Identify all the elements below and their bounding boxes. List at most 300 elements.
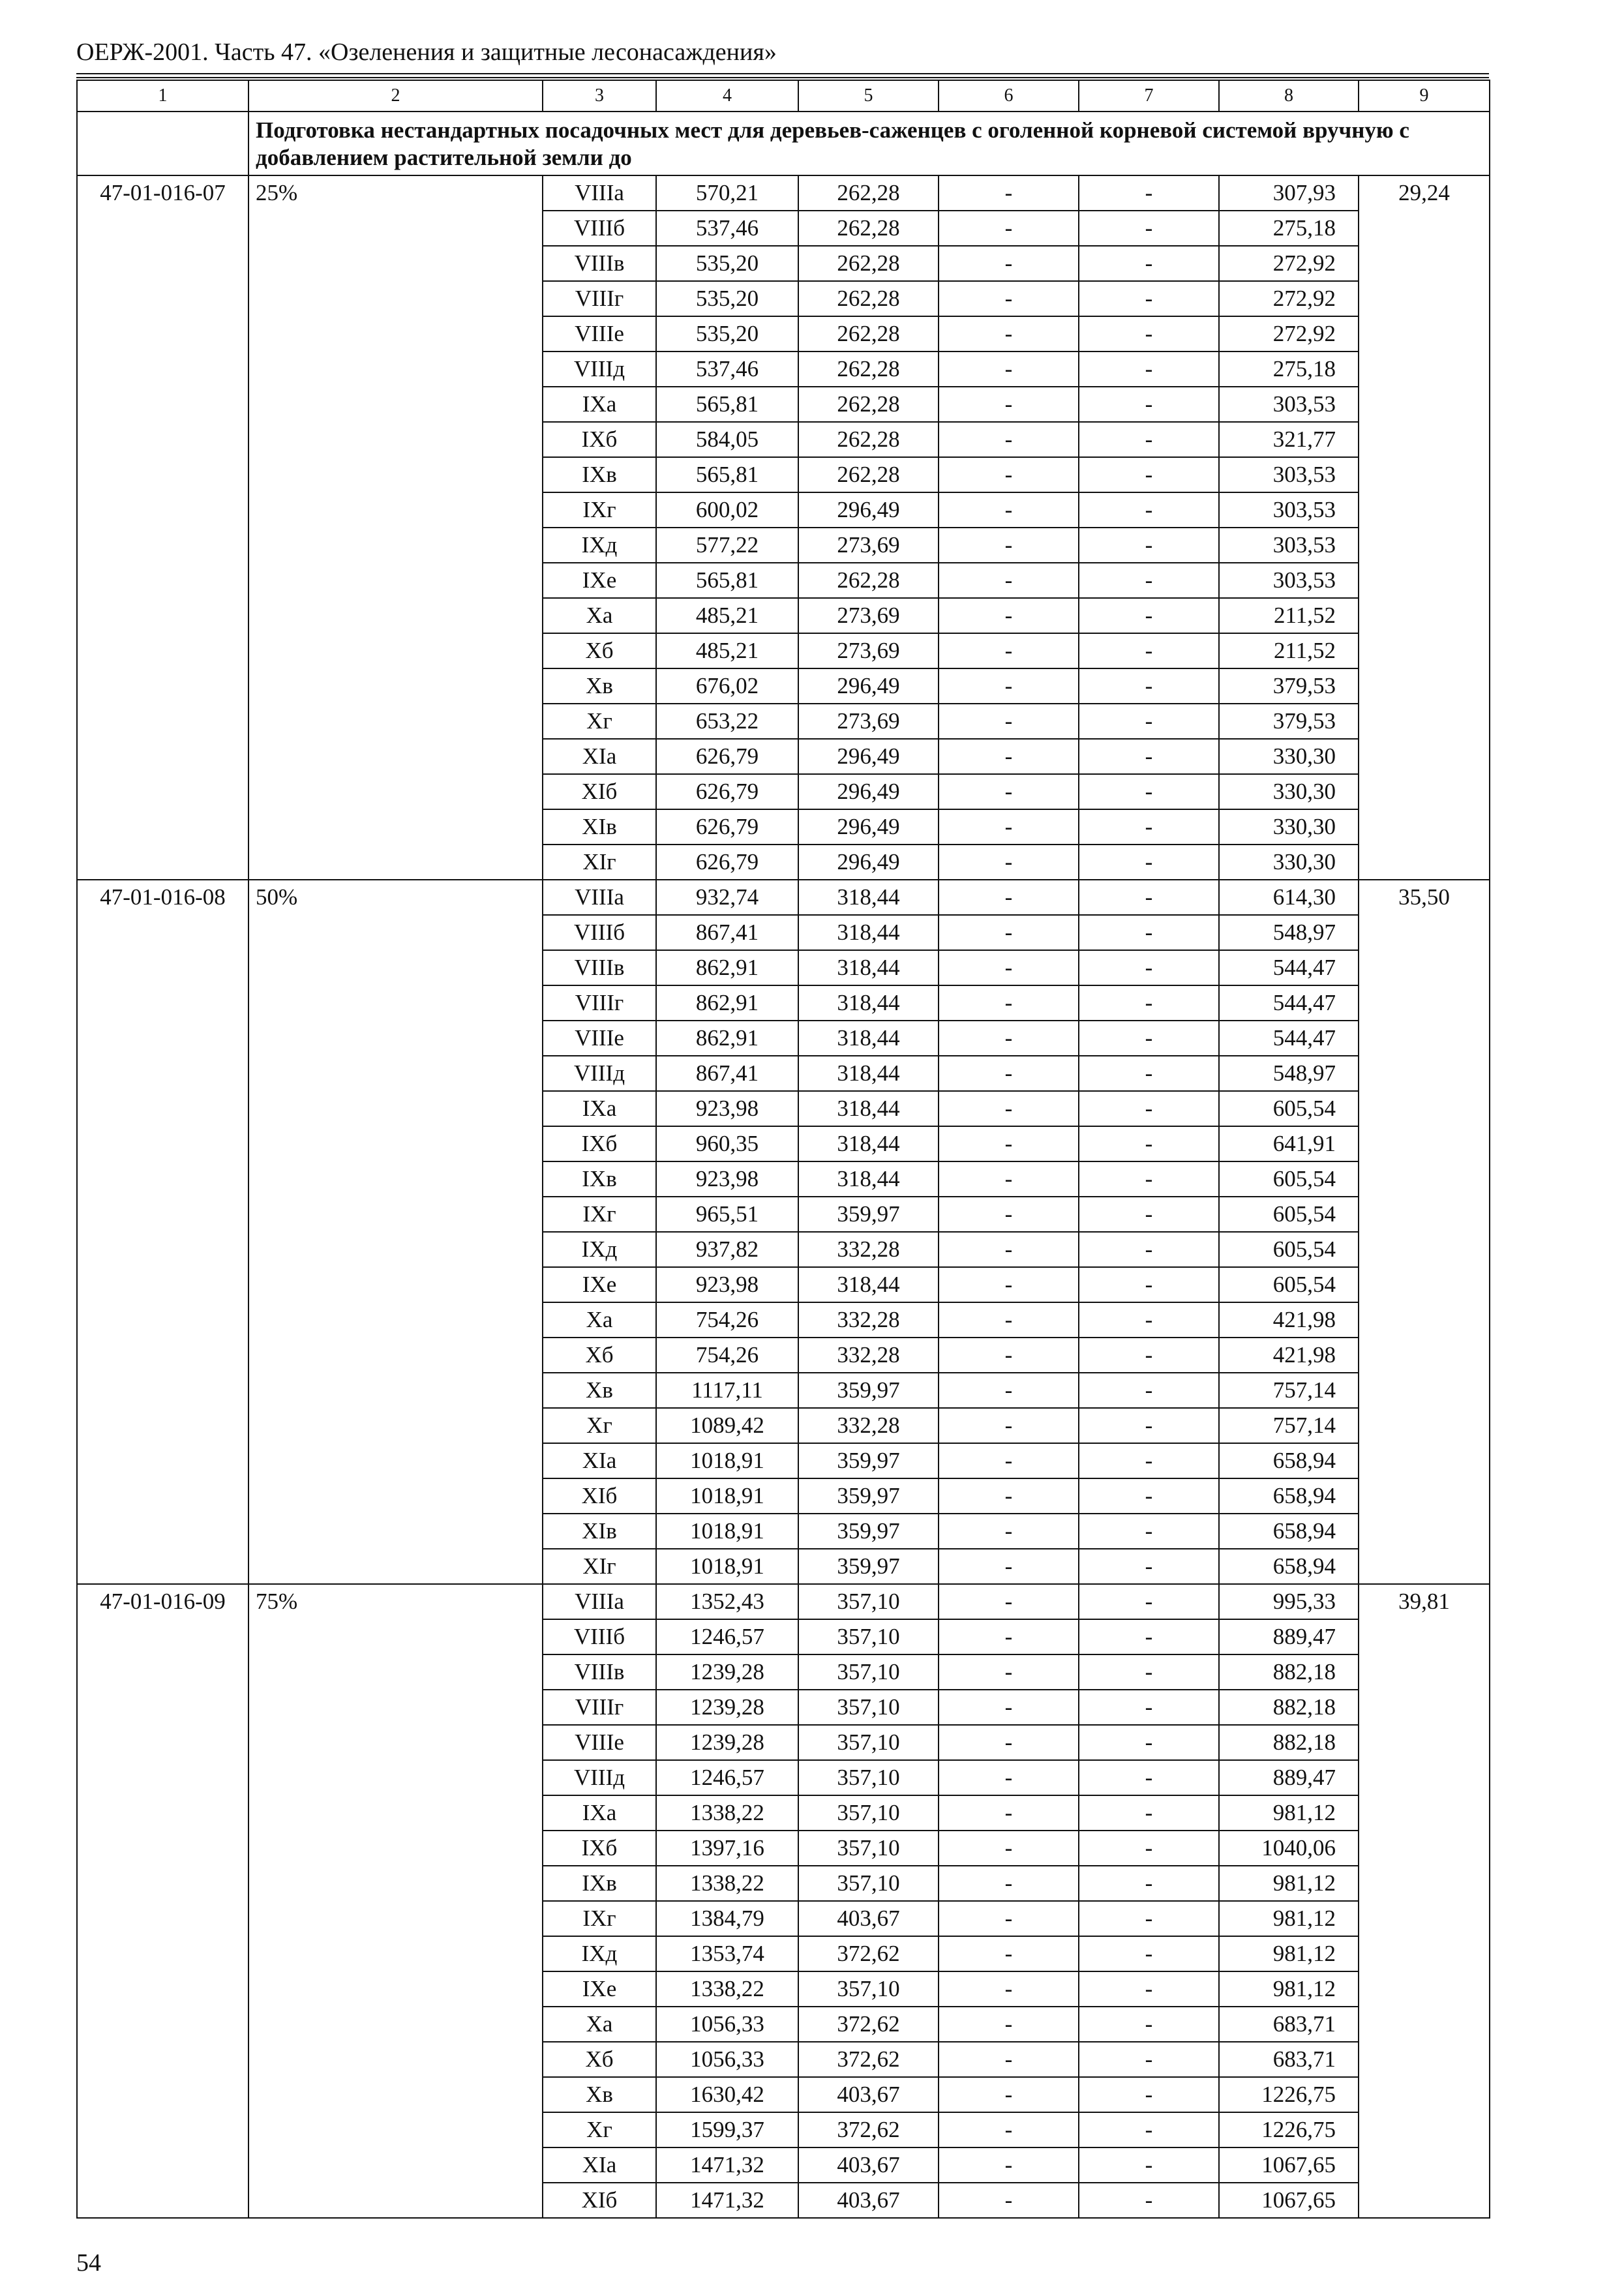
labor-cost: 262,28: [798, 563, 939, 598]
machine-cost: -: [939, 1443, 1079, 1478]
machine-cost: -: [939, 598, 1079, 633]
soil-category: IXб: [543, 1831, 656, 1866]
total-cost: 1018,91: [656, 1549, 798, 1584]
total-cost: 565,81: [656, 387, 798, 422]
soil-category: VIIIб: [543, 1619, 656, 1654]
total-cost: 537,46: [656, 211, 798, 246]
machine-cost: -: [939, 774, 1079, 809]
materials-cost: 544,47: [1219, 1021, 1359, 1056]
operator-wage: -: [1079, 1901, 1219, 1936]
materials-cost: 757,14: [1219, 1373, 1359, 1408]
labor-cost: 357,10: [798, 1690, 939, 1725]
soil-category: VIIIг: [543, 985, 656, 1021]
labor-cost: 403,67: [798, 2077, 939, 2112]
machine-cost: -: [939, 1338, 1079, 1373]
section-row: [77, 112, 1490, 175]
labor-cost: 372,62: [798, 2042, 939, 2077]
soil-category: VIIIа: [543, 1584, 656, 1619]
labor-cost: 357,10: [798, 1619, 939, 1654]
total-cost: 626,79: [656, 739, 798, 774]
labor-cost: 332,28: [798, 1408, 939, 1443]
machine-cost: -: [939, 281, 1079, 316]
machine-cost: -: [939, 563, 1079, 598]
machine-cost: -: [939, 633, 1079, 668]
soil-category: Xв: [543, 668, 656, 704]
labor-cost: 262,28: [798, 211, 939, 246]
soil-category: VIIIг: [543, 281, 656, 316]
total-cost: 862,91: [656, 1021, 798, 1056]
labor-cost: 372,62: [798, 2112, 939, 2147]
labor-cost: 403,67: [798, 2147, 939, 2183]
operator-wage: -: [1079, 1161, 1219, 1197]
total-cost: 1352,43: [656, 1584, 798, 1619]
machine-cost: -: [939, 915, 1079, 950]
operator-wage: -: [1079, 1373, 1219, 1408]
header-rule: [76, 73, 1489, 74]
total-cost: 932,74: [656, 880, 798, 915]
total-cost: 565,81: [656, 563, 798, 598]
operator-wage: -: [1079, 1971, 1219, 2007]
column-number: 8: [1219, 80, 1359, 112]
materials-cost: 321,77: [1219, 422, 1359, 457]
machine-cost: -: [939, 1549, 1079, 1584]
column-number: 7: [1079, 80, 1219, 112]
labor-cost: 262,28: [798, 457, 939, 492]
labor-cost: 262,28: [798, 175, 939, 211]
machine-cost: -: [939, 2007, 1079, 2042]
operator-wage: -: [1079, 598, 1219, 633]
operator-wage: -: [1079, 1126, 1219, 1161]
column-number: 1: [77, 80, 248, 112]
machine-cost: -: [939, 1901, 1079, 1936]
machine-cost: -: [939, 316, 1079, 352]
labor-cost: 296,49: [798, 774, 939, 809]
machine-cost: -: [939, 1232, 1079, 1267]
soil-category: IXе: [543, 1971, 656, 2007]
total-cost: 1239,28: [656, 1690, 798, 1725]
operator-wage: -: [1079, 1267, 1219, 1302]
operator-wage: -: [1079, 774, 1219, 809]
machine-cost: -: [939, 985, 1079, 1021]
soil-category: XIа: [543, 2147, 656, 2183]
total-cost: 965,51: [656, 1197, 798, 1232]
machine-cost: -: [939, 1690, 1079, 1725]
operator-wage: -: [1079, 387, 1219, 422]
machine-cost: -: [939, 1091, 1079, 1126]
soil-category: VIIIд: [543, 352, 656, 387]
rate-code: 47-01-016-08: [77, 880, 248, 1584]
total-cost: 485,21: [656, 598, 798, 633]
labor-cost: 403,67: [798, 1901, 939, 1936]
total-cost: 626,79: [656, 809, 798, 845]
materials-cost: 683,71: [1219, 2007, 1359, 2042]
soil-category: Xг: [543, 2112, 656, 2147]
machine-cost: -: [939, 1795, 1079, 1831]
soil-category: XIв: [543, 1514, 656, 1549]
machine-cost: -: [939, 422, 1079, 457]
operator-wage: -: [1079, 1549, 1219, 1584]
operator-wage: -: [1079, 704, 1219, 739]
labor-cost: 318,44: [798, 880, 939, 915]
operator-wage: -: [1079, 2077, 1219, 2112]
operator-wage: -: [1079, 2112, 1219, 2147]
soil-category: IXб: [543, 422, 656, 457]
machine-cost: -: [939, 1267, 1079, 1302]
labor-cost: 359,97: [798, 1443, 939, 1478]
total-cost: 1246,57: [656, 1760, 798, 1795]
labor-cost: 357,10: [798, 1725, 939, 1760]
operator-wage: -: [1079, 316, 1219, 352]
labor-cost: 318,44: [798, 985, 939, 1021]
machine-cost: -: [939, 1936, 1079, 1971]
operator-wage: -: [1079, 1021, 1219, 1056]
materials-cost: 211,52: [1219, 633, 1359, 668]
total-cost: 653,22: [656, 704, 798, 739]
soil-category: Xв: [543, 2077, 656, 2112]
total-cost: 1338,22: [656, 1971, 798, 2007]
table-row: [77, 1584, 1490, 1619]
soil-category: IXв: [543, 1161, 656, 1197]
page-header: [76, 38, 1489, 78]
operator-wage: -: [1079, 2007, 1219, 2042]
labor-cost: 357,10: [798, 1866, 939, 1901]
soil-category: XIб: [543, 2183, 656, 2218]
document-title: ОЕРЖ-2001. Часть 47. «Озеленения и защитные лесонасаждения»: [76, 38, 777, 66]
operator-wage: -: [1079, 880, 1219, 915]
total-cost: 1338,22: [656, 1795, 798, 1831]
soil-category: XIб: [543, 774, 656, 809]
soil-category: IXа: [543, 1795, 656, 1831]
total-cost: 923,98: [656, 1161, 798, 1197]
soil-category: Xг: [543, 1408, 656, 1443]
labor-cost: 318,44: [798, 1091, 939, 1126]
materials-cost: 307,93: [1219, 175, 1359, 211]
operator-wage: -: [1079, 528, 1219, 563]
labor-cost: 318,44: [798, 915, 939, 950]
materials-cost: 683,71: [1219, 2042, 1359, 2077]
operator-wage: -: [1079, 492, 1219, 528]
operator-wage: -: [1079, 2183, 1219, 2218]
materials-cost: 995,33: [1219, 1584, 1359, 1619]
labor-cost: 318,44: [798, 1126, 939, 1161]
total-cost: 676,02: [656, 668, 798, 704]
materials-cost: 548,97: [1219, 1056, 1359, 1091]
operator-wage: -: [1079, 2042, 1219, 2077]
labor-cost: 296,49: [798, 809, 939, 845]
total-cost: 1018,91: [656, 1514, 798, 1549]
total-cost: 754,26: [656, 1338, 798, 1373]
total-cost: 862,91: [656, 950, 798, 985]
soil-category: IXг: [543, 1197, 656, 1232]
operator-wage: -: [1079, 809, 1219, 845]
soil-category: IXб: [543, 1126, 656, 1161]
machine-cost: -: [939, 1514, 1079, 1549]
materials-cost: 981,12: [1219, 1971, 1359, 2007]
materials-cost: 272,92: [1219, 281, 1359, 316]
soil-category: XIг: [543, 1549, 656, 1584]
operator-wage: -: [1079, 457, 1219, 492]
materials-cost: 605,54: [1219, 1161, 1359, 1197]
total-cost: 1018,91: [656, 1478, 798, 1514]
labor-cost: 262,28: [798, 281, 939, 316]
soil-category: XIв: [543, 809, 656, 845]
materials-cost: 379,53: [1219, 668, 1359, 704]
section-blank-cell: [77, 112, 248, 175]
operator-wage: -: [1079, 1232, 1219, 1267]
labor-cost: 372,62: [798, 2007, 939, 2042]
machine-cost: -: [939, 739, 1079, 774]
total-cost: 937,82: [656, 1232, 798, 1267]
materials-cost: 882,18: [1219, 1654, 1359, 1690]
total-cost: 923,98: [656, 1267, 798, 1302]
rate-code: 47-01-016-07: [77, 175, 248, 880]
soil-category: Xб: [543, 2042, 656, 2077]
materials-cost: 1226,75: [1219, 2077, 1359, 2112]
machine-cost: -: [939, 457, 1079, 492]
total-cost: 1239,28: [656, 1654, 798, 1690]
total-cost: 485,21: [656, 633, 798, 668]
soil-category: Xа: [543, 598, 656, 633]
labor-cost: 318,44: [798, 950, 939, 985]
rate-percent: 25%: [248, 175, 543, 880]
rates-table: [76, 80, 1490, 2219]
section-title: Подготовка нестандартных посадочных мест для деревьев-саженцев с оголенной корневой системой вручную с добавлением растительной земли до: [248, 112, 1490, 175]
materials-cost: 882,18: [1219, 1725, 1359, 1760]
materials-cost: 1067,65: [1219, 2147, 1359, 2183]
machine-cost: -: [939, 1478, 1079, 1514]
soil-category: VIIIв: [543, 1654, 656, 1690]
machine-cost: -: [939, 1654, 1079, 1690]
materials-cost: 272,92: [1219, 316, 1359, 352]
column-number: 2: [248, 80, 543, 112]
machine-cost: -: [939, 1760, 1079, 1795]
machine-cost: -: [939, 1126, 1079, 1161]
labor-cost: 359,97: [798, 1549, 939, 1584]
soil-category: VIIIа: [543, 880, 656, 915]
operator-wage: -: [1079, 915, 1219, 950]
materials-cost: 303,53: [1219, 528, 1359, 563]
total-cost: 535,20: [656, 246, 798, 281]
soil-category: VIIIб: [543, 211, 656, 246]
materials-cost: 544,47: [1219, 950, 1359, 985]
total-cost: 1089,42: [656, 1408, 798, 1443]
column-number: 5: [798, 80, 939, 112]
materials-cost: 605,54: [1219, 1091, 1359, 1126]
soil-category: VIIIг: [543, 1690, 656, 1725]
labor-cost: 359,97: [798, 1514, 939, 1549]
materials-cost: 605,54: [1219, 1267, 1359, 1302]
rate-code: 47-01-016-09: [77, 1584, 248, 2218]
materials-cost: 882,18: [1219, 1690, 1359, 1725]
soil-category: Xг: [543, 704, 656, 739]
operator-wage: -: [1079, 281, 1219, 316]
labor-cost: 273,69: [798, 528, 939, 563]
machine-cost: -: [939, 2042, 1079, 2077]
machine-cost: -: [939, 2077, 1079, 2112]
materials-cost: 330,30: [1219, 774, 1359, 809]
total-cost: 867,41: [656, 1056, 798, 1091]
soil-category: IXа: [543, 1091, 656, 1126]
materials-cost: 658,94: [1219, 1549, 1359, 1584]
labor-cost: 262,28: [798, 316, 939, 352]
machine-cost: -: [939, 352, 1079, 387]
labor-cost: 262,28: [798, 422, 939, 457]
materials-cost: 889,47: [1219, 1619, 1359, 1654]
column-number: 3: [543, 80, 656, 112]
total-cost: 1471,32: [656, 2183, 798, 2218]
labor-cost: 359,97: [798, 1373, 939, 1408]
labor-cost: 357,10: [798, 1971, 939, 2007]
labor-cost: 262,28: [798, 387, 939, 422]
materials-cost: 330,30: [1219, 809, 1359, 845]
machine-cost: -: [939, 492, 1079, 528]
operator-wage: -: [1079, 2147, 1219, 2183]
soil-category: IXв: [543, 457, 656, 492]
soil-category: IXд: [543, 528, 656, 563]
materials-cost: 421,98: [1219, 1302, 1359, 1338]
table-row: [77, 175, 1490, 211]
soil-category: VIIIв: [543, 246, 656, 281]
soil-category: IXд: [543, 1232, 656, 1267]
operator-wage: -: [1079, 1478, 1219, 1514]
materials-cost: 379,53: [1219, 704, 1359, 739]
operator-wage: -: [1079, 1443, 1219, 1478]
materials-cost: 303,53: [1219, 492, 1359, 528]
labor-cost: 273,69: [798, 633, 939, 668]
machine-cost: -: [939, 950, 1079, 985]
labor-cost: 357,10: [798, 1654, 939, 1690]
operator-wage: -: [1079, 1795, 1219, 1831]
operator-wage: -: [1079, 1197, 1219, 1232]
machine-cost: -: [939, 1619, 1079, 1654]
machine-cost: -: [939, 1831, 1079, 1866]
soil-category: IXд: [543, 1936, 656, 1971]
page-number: 54: [76, 2249, 101, 2277]
operator-wage: -: [1079, 1514, 1219, 1549]
operator-wage: -: [1079, 950, 1219, 985]
labor-cost: 296,49: [798, 739, 939, 774]
materials-cost: 1226,75: [1219, 2112, 1359, 2147]
machine-cost: -: [939, 387, 1079, 422]
operator-wage: -: [1079, 1584, 1219, 1619]
operator-wage: -: [1079, 246, 1219, 281]
materials-cost: 544,47: [1219, 985, 1359, 1021]
total-cost: 577,22: [656, 528, 798, 563]
labor-cost: 318,44: [798, 1267, 939, 1302]
soil-category: IXе: [543, 1267, 656, 1302]
operator-wage: -: [1079, 985, 1219, 1021]
machine-cost: -: [939, 1161, 1079, 1197]
total-cost: 535,20: [656, 281, 798, 316]
labor-hours: 39,81: [1359, 1584, 1490, 2218]
labor-hours: 29,24: [1359, 175, 1490, 880]
machine-cost: -: [939, 2147, 1079, 2183]
total-cost: 960,35: [656, 1126, 798, 1161]
soil-category: Xа: [543, 1302, 656, 1338]
total-cost: 923,98: [656, 1091, 798, 1126]
materials-cost: 614,30: [1219, 880, 1359, 915]
machine-cost: -: [939, 1021, 1079, 1056]
materials-cost: 889,47: [1219, 1760, 1359, 1795]
labor-cost: 357,10: [798, 1831, 939, 1866]
total-cost: 1471,32: [656, 2147, 798, 2183]
operator-wage: -: [1079, 1936, 1219, 1971]
soil-category: Xв: [543, 1373, 656, 1408]
materials-cost: 303,53: [1219, 387, 1359, 422]
rate-percent: 75%: [248, 1584, 543, 2218]
rate-percent: 50%: [248, 880, 543, 1584]
total-cost: 565,81: [656, 457, 798, 492]
operator-wage: -: [1079, 1302, 1219, 1338]
machine-cost: -: [939, 668, 1079, 704]
soil-category: XIа: [543, 1443, 656, 1478]
labor-cost: 332,28: [798, 1302, 939, 1338]
machine-cost: -: [939, 880, 1079, 915]
soil-category: VIIIе: [543, 1021, 656, 1056]
column-number: 9: [1359, 80, 1490, 112]
table-row: [77, 880, 1490, 915]
machine-cost: -: [939, 246, 1079, 281]
operator-wage: -: [1079, 1619, 1219, 1654]
column-number: 6: [939, 80, 1079, 112]
labor-cost: 273,69: [798, 598, 939, 633]
soil-category: IXа: [543, 387, 656, 422]
machine-cost: -: [939, 1584, 1079, 1619]
labor-cost: 357,10: [798, 1760, 939, 1795]
total-cost: 1630,42: [656, 2077, 798, 2112]
total-cost: 1056,33: [656, 2042, 798, 2077]
soil-category: Xа: [543, 2007, 656, 2042]
soil-category: IXв: [543, 1866, 656, 1901]
machine-cost: -: [939, 528, 1079, 563]
materials-cost: 303,53: [1219, 563, 1359, 598]
machine-cost: -: [939, 1302, 1079, 1338]
operator-wage: -: [1079, 563, 1219, 598]
materials-cost: 981,12: [1219, 1901, 1359, 1936]
soil-category: Xб: [543, 633, 656, 668]
column-numbers-row: [77, 80, 1490, 112]
machine-cost: -: [939, 704, 1079, 739]
operator-wage: -: [1079, 1866, 1219, 1901]
table-body: [77, 80, 1490, 2218]
labor-cost: 357,10: [798, 1584, 939, 1619]
materials-cost: 605,54: [1219, 1197, 1359, 1232]
labor-cost: 318,44: [798, 1161, 939, 1197]
materials-cost: 658,94: [1219, 1514, 1359, 1549]
total-cost: 1384,79: [656, 1901, 798, 1936]
materials-cost: 641,91: [1219, 1126, 1359, 1161]
operator-wage: -: [1079, 1760, 1219, 1795]
column-number: 4: [656, 80, 798, 112]
operator-wage: -: [1079, 422, 1219, 457]
labor-cost: 403,67: [798, 2183, 939, 2218]
machine-cost: -: [939, 1866, 1079, 1901]
labor-cost: 372,62: [798, 1936, 939, 1971]
materials-cost: 658,94: [1219, 1443, 1359, 1478]
machine-cost: -: [939, 1408, 1079, 1443]
operator-wage: -: [1079, 668, 1219, 704]
labor-cost: 262,28: [798, 246, 939, 281]
labor-cost: 357,10: [798, 1795, 939, 1831]
total-cost: 867,41: [656, 915, 798, 950]
materials-cost: 211,52: [1219, 598, 1359, 633]
labor-cost: 296,49: [798, 845, 939, 880]
soil-category: VIIIв: [543, 950, 656, 985]
materials-cost: 981,12: [1219, 1936, 1359, 1971]
labor-cost: 359,97: [798, 1478, 939, 1514]
total-cost: 1353,74: [656, 1936, 798, 1971]
total-cost: 1338,22: [656, 1866, 798, 1901]
